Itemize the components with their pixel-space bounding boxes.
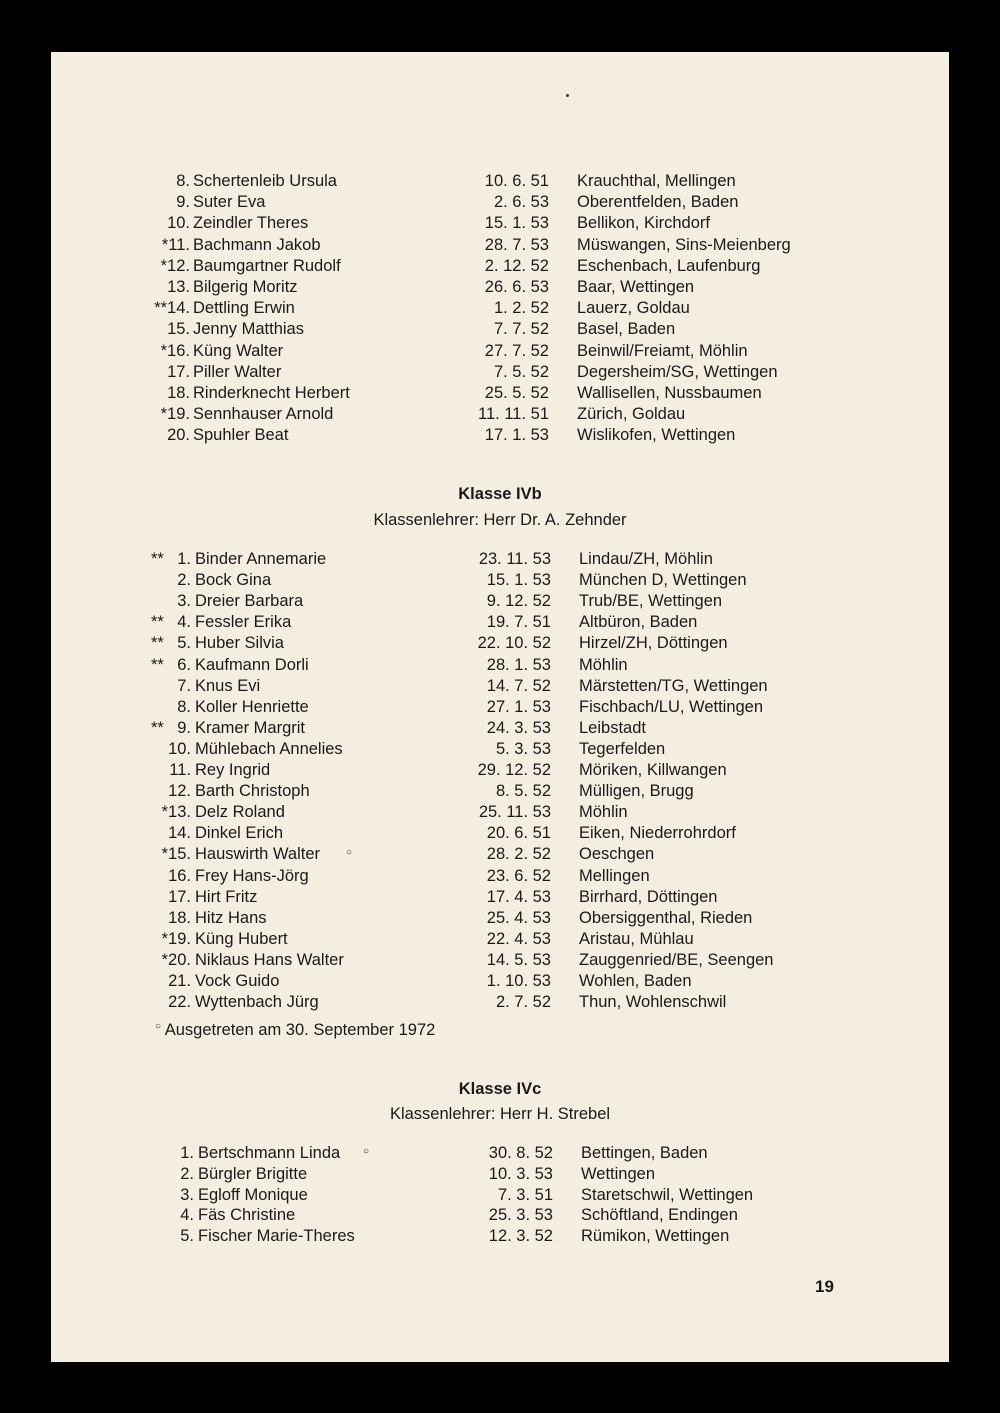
student-name: Spuhler Beat [193, 426, 289, 445]
place: Rümikon, Wettingen [581, 1227, 730, 1246]
item-number: 4. [180, 1206, 194, 1225]
list-item [51, 908, 949, 929]
item-number: *12. [160, 256, 190, 275]
list-item [51, 425, 949, 446]
footnote [155, 1021, 435, 1040]
student-name: Bock Gina [195, 571, 272, 590]
item-number: 20. [167, 426, 190, 445]
item-number: 13. [167, 278, 190, 296]
birth-date: 1. 2. 52 [493, 299, 549, 318]
list-item [51, 718, 949, 739]
list-item [51, 655, 949, 676]
student-name: Delz Roland [195, 803, 285, 822]
place: Basel, Baden [577, 320, 676, 339]
birth-date: 27. 7. 52 [484, 341, 549, 360]
student-name: Huber Silvia [195, 634, 284, 653]
item-number: 14. [168, 824, 191, 843]
birth-date: 7. 7. 52 [493, 320, 549, 339]
item-number: *19. [161, 929, 191, 948]
list-item [51, 929, 949, 950]
place: Baar, Wettingen [577, 278, 695, 296]
student-name: Zeindler Theres [193, 214, 309, 233]
birth-date: 25. 11. 53 [478, 803, 551, 822]
place: Zauggenried/BE, Seengen [579, 950, 774, 969]
list-item [51, 591, 949, 612]
list-item [51, 802, 949, 823]
student-name: Dreier Barbara [195, 592, 304, 611]
birth-date: 27. 1. 53 [486, 697, 551, 716]
place: Lindau/ZH, Möhlin [579, 550, 713, 568]
place: Staretschwil, Wettingen [581, 1185, 754, 1204]
item-number: 2. [180, 1164, 194, 1183]
item-number: 3. [177, 592, 191, 611]
item-number: 17. [168, 887, 191, 906]
mark: ** [151, 613, 164, 632]
mark: ** [151, 550, 164, 568]
list-item [51, 192, 949, 213]
student-name: Egloff Monique [198, 1185, 308, 1204]
item-number: *11. [161, 235, 190, 254]
birth-date: 24. 3. 53 [486, 718, 551, 737]
place: Fischbach/LU, Wettingen [579, 697, 764, 716]
class-ivb-teacher: Klassenlehrer: Herr Dr. A. Zehnder [373, 511, 627, 529]
list-item [51, 1226, 949, 1247]
place: Wallisellen, Nussbaumen [577, 384, 762, 402]
class-ivc-teacher: Klassenlehrer: Herr H. Strebel [389, 1105, 611, 1123]
student-name: Bilgerig Moritz [193, 278, 298, 296]
birth-date: 30. 8. 52 [488, 1144, 553, 1162]
list-item [51, 1143, 949, 1164]
item-number: 8. [177, 697, 191, 716]
list-item [51, 570, 949, 591]
speck-dot [566, 94, 569, 97]
item-number: 5. [180, 1227, 194, 1246]
student-name: Bertschmann Linda [198, 1144, 341, 1162]
footnote-symbol: ○ [155, 1021, 162, 1032]
birth-date: 19. 7. 51 [486, 613, 551, 632]
list-item [51, 341, 949, 362]
list-item [51, 844, 949, 865]
list-item [51, 362, 949, 383]
item-number: *13. [161, 803, 191, 822]
list-item [51, 866, 949, 887]
list-item [51, 171, 949, 192]
student-name: Dinkel Erich [195, 824, 284, 843]
student-name: Rinderknecht Herbert [193, 384, 350, 402]
birth-date: 8. 5. 52 [495, 782, 551, 801]
place: Aristau, Mühlau [579, 929, 694, 948]
list-item [51, 633, 949, 654]
list-item [51, 549, 949, 570]
item-number: *20. [161, 950, 191, 969]
item-number: 9. [176, 193, 190, 212]
list-item [51, 404, 949, 425]
place: Birrhard, Döttingen [579, 887, 718, 906]
birth-date: 25. 4. 53 [486, 908, 551, 927]
list-item [51, 1164, 949, 1185]
list-item [51, 383, 949, 404]
student-name: Sennhauser Arnold [193, 405, 334, 424]
item-number: 21. [168, 972, 191, 990]
place: Oeschgen [579, 845, 655, 864]
list-item [51, 823, 949, 844]
student-name: Piller Walter [193, 362, 282, 381]
student-name: Mühlebach Annelies [195, 739, 343, 758]
birth-date: 25. 3. 53 [488, 1206, 553, 1225]
student-name: Vock Guido [195, 972, 280, 990]
place: Obersiggenthal, Rieden [579, 908, 753, 927]
item-number: 4. [177, 613, 191, 632]
list-item [51, 235, 949, 256]
birth-date: 14. 5. 53 [486, 950, 551, 969]
birth-date: 23. 11. 53 [478, 550, 551, 568]
place: Wohlen, Baden [579, 972, 692, 990]
item-number: 16. [168, 866, 191, 885]
place: Thun, Wohlenschwil [579, 993, 727, 1012]
birth-date: 10. 3. 53 [488, 1164, 553, 1183]
place: Degersheim/SG, Wettingen [577, 362, 778, 381]
item-number: 1. [177, 550, 191, 568]
list-item [51, 950, 949, 971]
student-name: Rey Ingrid [195, 761, 271, 779]
student-name: Hauswirth Walter [195, 845, 320, 864]
item-number: 8. [176, 172, 190, 190]
birth-date: 28. 2. 52 [486, 845, 551, 864]
student-name: Suter Eva [193, 193, 266, 212]
list-item [51, 676, 949, 697]
place: Eiken, Niederrohrdorf [579, 824, 736, 843]
place: Beinwil/Freiamt, Möhlin [577, 341, 748, 360]
item-number: 9. [177, 718, 191, 737]
student-name: Koller Henriette [195, 697, 309, 716]
item-number: 15. [167, 320, 190, 339]
student-name: Kaufmann Dorli [195, 655, 309, 674]
list-item [51, 887, 949, 908]
birth-date: 29. 12. 52 [477, 761, 551, 779]
birth-date: 22. 4. 53 [486, 929, 551, 948]
list-item [51, 1185, 949, 1206]
item-number: *15. [161, 845, 191, 864]
student-name: Bürgler Brigitte [198, 1164, 308, 1183]
item-number: *16. [160, 341, 190, 360]
place: Mülligen, Brugg [579, 782, 694, 801]
birth-date: 15. 1. 53 [486, 571, 551, 590]
item-number: 22. [168, 993, 191, 1012]
place: Lauerz, Goldau [577, 299, 690, 318]
place: Bettingen, Baden [581, 1144, 708, 1162]
place: Zürich, Goldau [577, 405, 686, 424]
item-number: 18. [167, 384, 190, 402]
birth-date: 2. 12. 52 [484, 256, 549, 275]
page-number: 19 [815, 1277, 834, 1296]
student-name: Baumgartner Rudolf [193, 256, 341, 275]
student-name: Barth Christoph [195, 782, 310, 801]
student-name: Bachmann Jakob [193, 235, 321, 254]
student-name: Hitz Hans [195, 908, 267, 927]
birth-date: 20. 6. 51 [486, 824, 551, 843]
place: München D, Wettingen [579, 571, 747, 590]
item-number: 17. [167, 362, 190, 381]
place: Wislikofen, Wettingen [577, 426, 736, 445]
student-name: Fischer Marie-Theres [198, 1227, 355, 1246]
birth-date: 7. 5. 52 [493, 362, 549, 381]
birth-date: 15. 1. 53 [484, 214, 549, 233]
item-number: 2. [177, 571, 191, 590]
place: Müswangen, Sins-Meienberg [577, 235, 791, 254]
student-name: Niklaus Hans Walter [195, 950, 344, 969]
mark: ** [151, 655, 164, 674]
birth-date: 11. 11. 51 [478, 405, 549, 424]
place: Tegerfelden [579, 739, 666, 758]
birth-date: 23. 6. 52 [486, 866, 551, 885]
birth-date: 14. 7. 52 [486, 676, 551, 695]
place: Wettingen [581, 1164, 655, 1183]
birth-date: 2. 7. 52 [495, 993, 551, 1012]
birth-date: 28. 7. 53 [484, 235, 549, 254]
mark: ** [151, 634, 164, 653]
place: Bellikon, Kirchdorf [577, 214, 710, 233]
item-number: 18. [168, 908, 191, 927]
list-item [51, 739, 949, 760]
class-ivc-heading: Klasse IVc [458, 1080, 542, 1098]
list-item [51, 760, 949, 781]
birth-date: 22. 10. 52 [477, 634, 551, 653]
student-name: Frey Hans-Jörg [195, 866, 309, 885]
place: Märstetten/TG, Wettingen [579, 676, 768, 695]
item-number: *19. [160, 405, 190, 424]
item-number: 7. [177, 676, 191, 695]
list-item [51, 277, 949, 298]
student-name: Fessler Erika [195, 613, 292, 632]
list-item [51, 697, 949, 718]
student-name: Jenny Matthias [193, 320, 304, 339]
place: Trub/BE, Wettingen [579, 592, 723, 611]
birth-date: 17. 4. 53 [486, 887, 551, 906]
birth-date: 28. 1. 53 [486, 655, 551, 674]
student-name: Kramer Margrit [195, 718, 306, 737]
list-item [51, 781, 949, 802]
item-number: 11. [169, 761, 191, 779]
birth-date: 26. 6. 53 [484, 278, 549, 296]
birth-date: 1. 10. 53 [486, 972, 551, 990]
student-name: Dettling Erwin [193, 299, 295, 318]
item-number: 6. [177, 655, 191, 674]
withdrawn-marker: ○ [363, 1146, 370, 1157]
list-item [51, 992, 949, 1013]
birth-date: 10. 6. 51 [484, 172, 549, 190]
place: Krauchthal, Mellingen [577, 172, 736, 190]
student-name: Schertenleib Ursula [193, 172, 337, 190]
footnote-text: Ausgetreten am 30. September 1972 [164, 1021, 436, 1039]
class-ivb-heading: Klasse IVb [458, 485, 542, 503]
item-number: 12. [168, 782, 191, 801]
student-name: Binder Annemarie [195, 550, 327, 568]
student-name: Wyttenbach Jürg [195, 993, 319, 1012]
place: Altbüron, Baden [579, 613, 698, 632]
list-item [51, 319, 949, 340]
student-name: Küng Hubert [195, 929, 288, 948]
place: Möhlin [579, 655, 628, 674]
list-item [51, 971, 949, 992]
birth-date: 12. 3. 52 [488, 1227, 553, 1246]
birth-date: 9. 12. 52 [486, 592, 551, 611]
item-number: 3. [180, 1185, 194, 1204]
place: Oberentfelden, Baden [577, 193, 739, 212]
student-name: Küng Walter [193, 341, 284, 360]
birth-date: 25. 5. 52 [484, 384, 549, 402]
place: Möriken, Killwangen [579, 761, 727, 779]
birth-date: 17. 1. 53 [484, 426, 549, 445]
student-name: Fäs Christine [198, 1206, 296, 1225]
student-name: Knus Evi [195, 676, 261, 695]
document-page [51, 52, 949, 1362]
item-number: **14. [154, 299, 190, 318]
list-item [51, 612, 949, 633]
birth-date: 2. 6. 53 [493, 193, 549, 212]
birth-date: 5. 3. 53 [495, 739, 551, 758]
place: Möhlin [579, 803, 628, 822]
list-item [51, 298, 949, 319]
mark: ** [151, 718, 164, 737]
place: Leibstadt [579, 718, 646, 737]
place: Mellingen [579, 866, 650, 885]
withdrawn-marker: ○ [346, 847, 353, 859]
place: Eschenbach, Laufenburg [577, 256, 761, 275]
item-number: 5. [177, 634, 191, 653]
place: Schöftland, Endingen [581, 1206, 738, 1225]
list-item [51, 256, 949, 277]
item-number: 10. [168, 739, 191, 758]
place: Hirzel/ZH, Döttingen [579, 634, 728, 653]
item-number: 1. [180, 1144, 194, 1162]
student-name: Hirt Fritz [195, 887, 258, 906]
birth-date: 7. 3. 51 [497, 1185, 553, 1204]
list-item [51, 213, 949, 234]
item-number: 10. [167, 214, 190, 233]
list-item [51, 1205, 949, 1226]
